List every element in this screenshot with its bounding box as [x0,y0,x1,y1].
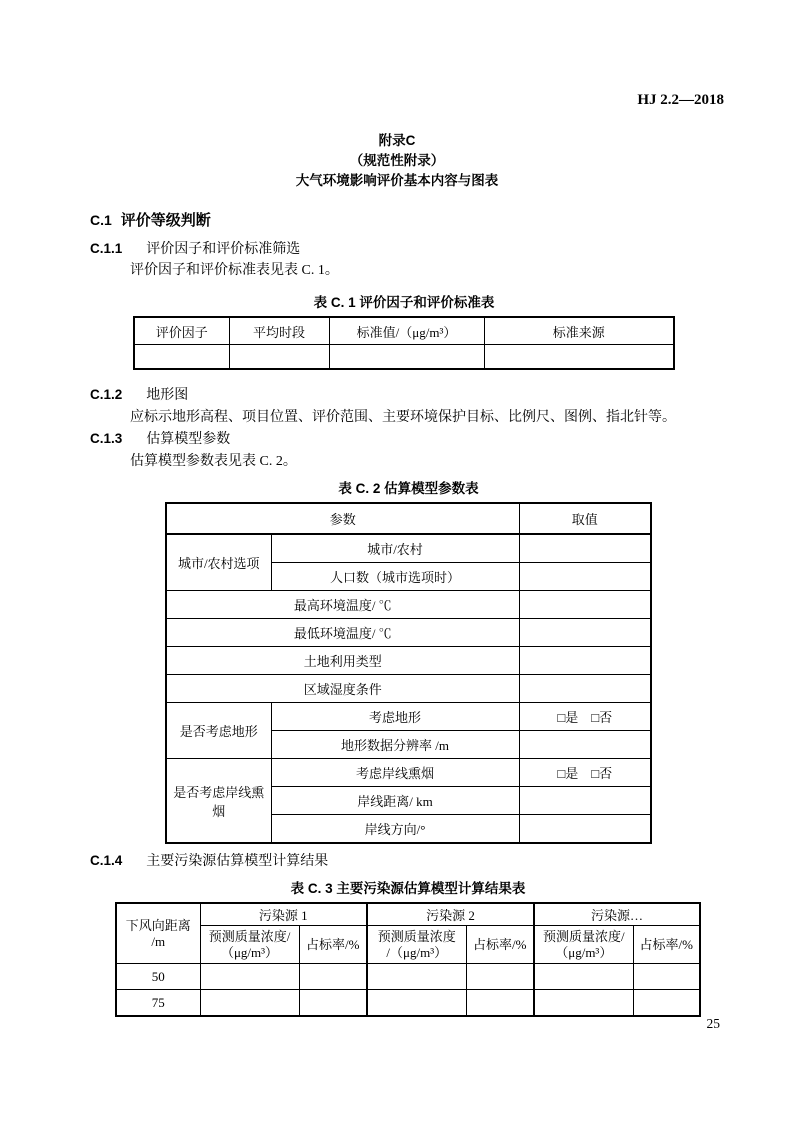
table-row [166,675,651,703]
section-c11 [90,238,300,258]
table-row-distance-75 [116,990,700,1017]
column-header-param: 参数 [166,503,519,534]
group-label-terrain: 是否考虑地形 [166,703,271,759]
column-header-distance [116,903,200,964]
group-label-shoreline: 是否考虑岸线熏烟 [166,759,271,844]
rate-header: 占标率/% [299,926,367,964]
concentration-label-line2: （μg/m³） [555,944,613,960]
table-c2-container [165,477,652,844]
table-c3-container [115,877,701,1017]
appendix-title-block [0,131,794,191]
section-c12-title: 地形图 [146,388,189,403]
table-c2-caption: 表 C. 2 估算模型参数表 [338,481,479,496]
concentration-header [534,926,633,964]
empty-cell [534,990,633,1017]
table-row-distance-50 [116,964,700,990]
section-c13 [90,428,230,448]
empty-cell [519,815,651,844]
rate-header: 占标率/% [466,926,534,964]
table-row [166,703,651,731]
table-c3-source-row [116,903,700,926]
section-c12-body: 应标示地形高程、项目位置、评价范围、主要环境保护目标、比例尺、图例、指北针等。 [130,410,676,425]
section-c1 [90,209,211,230]
section-c13-title: 估算模型参数 [146,432,231,447]
table-c2-header-row [166,503,651,534]
column-header: 评价因子 [134,317,229,345]
concentration-label-line1: 预测质量浓度 [377,928,456,944]
concentration-label-line1: 预测质量浓度/ [542,928,625,944]
section-c1-number: C.1 [90,212,112,228]
table-c3-subheader-row [116,926,700,964]
param-consider-shoreline: 考虑岸线熏烟 [271,759,519,787]
section-c1-title: 评价等级判断 [120,212,211,229]
table-row [166,591,651,619]
table-c2 [165,502,652,844]
empty-cell [466,990,534,1017]
column-header: 标准来源 [484,317,674,345]
checkbox-yes-no: □是 □否 [519,759,651,787]
empty-cell [633,990,700,1017]
checkbox-yes-no: □是 □否 [519,703,651,731]
section-c13-body: 估算模型参数表见表 C. 2。 [130,454,297,469]
param-shoreline-direction: 岸线方向/° [271,815,519,844]
table-c1-header-row [134,317,674,345]
empty-cell [519,647,651,675]
empty-cell [484,345,674,370]
source-n-header: 污染源… [534,903,700,926]
section-c11-number: C.1.1 [90,241,123,256]
distance-value: 75 [116,990,200,1017]
empty-cell [534,964,633,990]
table-row [166,647,651,675]
distance-value: 50 [116,964,200,990]
section-c11-title: 评价因子和评价标准筛选 [146,242,301,257]
table-c1-caption: 表 C. 1 评价因子和评价标准表 [313,295,495,310]
concentration-label-line2: /（μg/m³） [386,944,448,960]
table-c1-container [133,291,675,370]
empty-cell [367,990,466,1017]
param-population: 人口数（城市选项时） [271,563,519,591]
empty-cell [633,964,700,990]
standard-number-header: HJ 2.2—2018 [637,92,724,108]
empty-cell [299,990,367,1017]
param-terrain-resolution: 地形数据分辨率 /m [271,731,519,759]
source-1-header: 污染源 1 [200,903,367,926]
param-consider-terrain: 考虑地形 [271,703,519,731]
param-max-temp: 最高环境温度/ ℃ [166,591,519,619]
group-label-urban-rural: 城市/农村选项 [166,534,271,591]
column-header: 标准值/（μg/m³） [329,317,484,345]
table-c3-caption: 表 C. 3 主要污染源估算模型计算结果表 [290,881,526,896]
empty-cell [200,964,299,990]
section-c14-number: C.1.4 [90,853,123,868]
table-c3 [115,902,701,1017]
concentration-label-line1: 预测质量浓度/ [208,928,291,944]
param-urban-rural: 城市/农村 [271,534,519,563]
section-c12 [90,384,188,404]
empty-cell [466,964,534,990]
table-c1 [133,316,675,370]
param-land-use: 土地利用类型 [166,647,519,675]
empty-cell [519,563,651,591]
empty-cell [519,534,651,563]
table-row [166,759,651,787]
empty-cell [367,964,466,990]
empty-cell [519,591,651,619]
empty-cell [229,345,329,370]
source-2-header: 污染源 2 [367,903,534,926]
section-c14 [90,850,328,870]
concentration-header [200,926,299,964]
empty-cell [519,619,651,647]
empty-cell [329,345,484,370]
empty-cell [519,731,651,759]
appendix-label: 附录C [378,133,416,148]
page-number: 25 [706,1016,720,1031]
section-c12-number: C.1.2 [90,387,123,402]
section-c13-number: C.1.3 [90,431,123,446]
empty-cell [519,787,651,815]
empty-cell [299,964,367,990]
column-header-value: 取值 [519,503,651,534]
param-humidity: 区域湿度条件 [166,675,519,703]
table-row [166,619,651,647]
section-c14-title: 主要污染源估算模型计算结果 [146,854,329,869]
section-c11-body: 评价因子和评价标准表见表 C. 1。 [130,263,339,278]
table-row [166,534,651,563]
empty-cell [200,990,299,1017]
distance-label-line2: /m [151,933,166,949]
param-min-temp: 最低环境温度/ ℃ [166,619,519,647]
appendix-type: （规范性附录） [349,153,445,168]
param-shoreline-distance: 岸线距离/ km [271,787,519,815]
column-header: 平均时段 [229,317,329,345]
empty-cell [519,675,651,703]
concentration-label-line2: （μg/m³） [220,944,279,960]
appendix-main-title: 大气环境影响评价基本内容与图表 [295,173,499,188]
concentration-header [367,926,466,964]
rate-header: 占标率/% [633,926,700,964]
empty-cell [134,345,229,370]
distance-label-line1: 下风向距离 [125,917,191,933]
table-c1-empty-row [134,345,674,370]
